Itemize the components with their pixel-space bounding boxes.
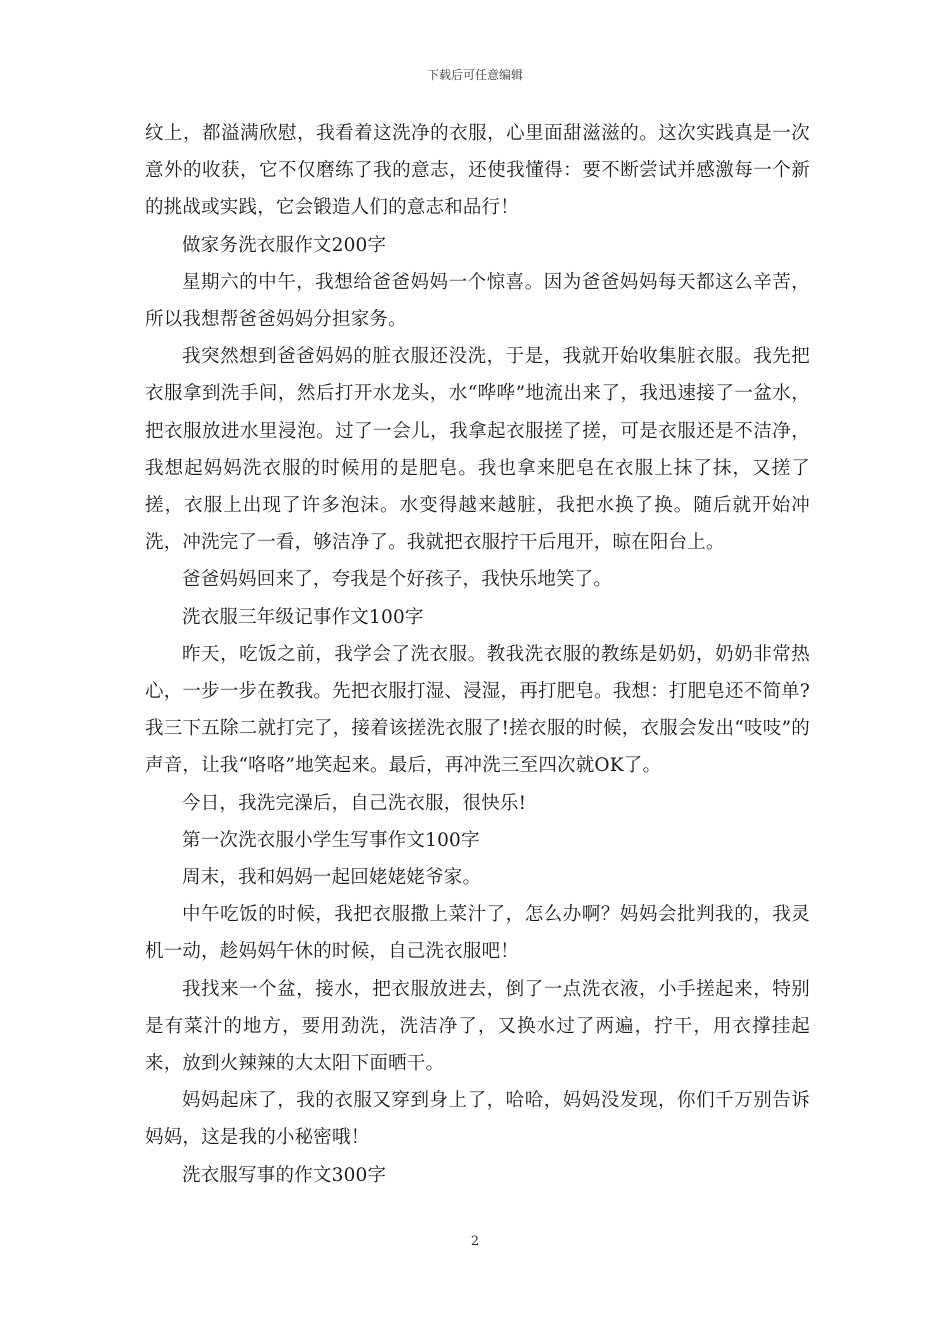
paragraph: 妈妈起床了，我的衣服又穿到身上了，哈哈，妈妈没发现，你们千万别告诉妈妈，这是我的小秘密哦！ [145, 1090, 810, 1149]
page-number: 2 [470, 1234, 480, 1249]
paragraph: 我突然想到爸爸妈妈的脏衣服还没洗，于是，我就开始收集脏衣服。我先把衣服拿到洗手间，然后打开水龙头，水“哗哗”地流出来了，我迅速接了一盆水，把衣服放进水里浸泡。过了一会儿，我拿起衣服搓了搓，可是衣服还是不洁净，我想起妈妈洗衣服的时候用的是肥皂。我也拿来肥皂在衣服上抹了抹，又搓了搓，衣服上出现了许多泡沫。水变得越来越脏，我把水换了换。随后就开始冲洗，冲洗完了一看，够洁净了。我就把衣服拧干后甩开，晾在阳台上。 [145, 346, 810, 554]
document-body [145, 115, 810, 1194]
paragraph: 今日，我洗完澡后，自己洗衣服，很快乐! [182, 792, 527, 814]
paragraph: 我找来一个盆，接水，把衣服放进去，倒了一点洗衣液，小手搓起来，特别是有菜汁的地方，要用劲洗，洗洁净了，又换水过了两遍，拧干，用衣撑挂起来，放到火辣辣的大太阳下面晒干。 [145, 978, 810, 1075]
paragraph: 爸爸妈妈回来了，夸我是个好孩子，我快乐地笑了。 [182, 569, 613, 591]
paragraph: 星期六的中午，我想给爸爸妈妈一个惊喜。因为爸爸妈妈每天都这么辛苦，所以我想帮爸爸妈妈分担家务。 [145, 271, 810, 331]
paragraph: 周末，我和妈妈一起回姥姥姥爷家。 [182, 867, 482, 889]
section-title: 洗衣服写事的作文300字 [182, 1164, 387, 1186]
paragraph: 中午吃饭的时候，我把衣服撒上菜汁了，怎么办啊？妈妈会批判我的，我灵机一动，趁妈妈午休的时候，自己洗衣服吧！ [145, 904, 810, 963]
paragraph: 昨天，吃饭之前，我学会了洗衣服。教我洗衣服的教练是奶奶，奶奶非常热心，一步一步在教我。先把衣服打湿、浸湿，再打肥皂。我想：打肥皂还不简单?我三下五除二就打完了，接着该搓洗衣服了!搓衣服的时候，衣服会发出“吱吱”的声音，让我“咯咯”地笑起来。最后，再冲洗三至四次就OK了。 [145, 643, 810, 777]
paragraph: 纹上，都溢满欣慰，我看着这洗净的衣服，心里面甜滋滋的。这次实践真是一次意外的收获，它不仅磨练了我的意志，还使我懂得：要不断尝试并感激每一个新的挑战或实践，它会锻造人们的意志和品行！ [145, 123, 810, 219]
section-title: 第一次洗衣服小学生写事作文100字 [182, 829, 480, 851]
page-header: 下载后可任意编辑 [426, 68, 523, 82]
section-title: 洗衣服三年级记事作文100字 [182, 606, 424, 628]
section-title: 做家务洗衣服作文200字 [182, 234, 387, 256]
